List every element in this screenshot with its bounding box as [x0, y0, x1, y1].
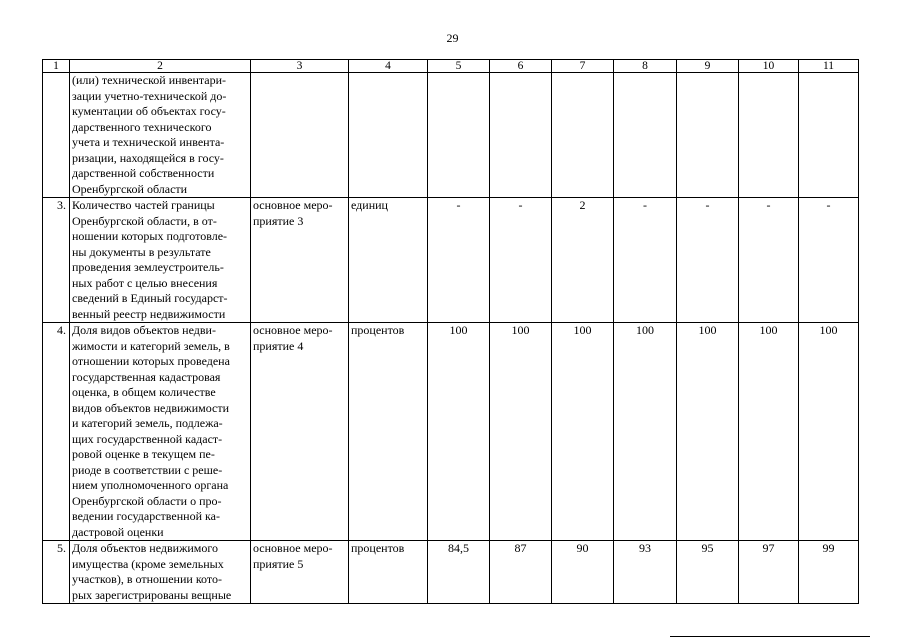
value-cell: 100 — [490, 323, 552, 541]
header-cell: 10 — [739, 60, 799, 73]
unit: единиц — [349, 198, 428, 323]
table-row — [43, 73, 859, 198]
header-row — [43, 60, 859, 73]
header-cell: 9 — [677, 60, 739, 73]
table-row — [43, 323, 859, 541]
header-cell: 3 — [251, 60, 349, 73]
header-cell: 7 — [552, 60, 614, 73]
value-cell: 100 — [677, 323, 739, 541]
table-row — [43, 198, 859, 323]
footer-rule — [670, 636, 870, 637]
row-number: 3. — [43, 198, 70, 323]
activity — [251, 73, 349, 198]
value-cell: 100 — [614, 323, 677, 541]
value-cell: - — [490, 198, 552, 323]
indicator-name: Количество частей границы Оренбургской области, в от- ношении которых подготовле- ны документы в результате проведения землеустроитель- ных работ с целью внесения сведений в Единый государст- венный реестр недвижимости — [70, 198, 251, 323]
value-cell — [552, 73, 614, 198]
value-cell: 87 — [490, 541, 552, 604]
value-cell: 97 — [739, 541, 799, 604]
activity: основное меро- приятие 5 — [251, 541, 349, 604]
indicators-table — [42, 59, 859, 604]
header-cell: 1 — [43, 60, 70, 73]
value-cell — [739, 73, 799, 198]
value-cell: - — [428, 198, 490, 323]
value-cell: 100 — [428, 323, 490, 541]
header-cell: 6 — [490, 60, 552, 73]
row-number: 5. — [43, 541, 70, 604]
header-cell: 2 — [70, 60, 251, 73]
header-cell: 11 — [799, 60, 859, 73]
unit: процентов — [349, 323, 428, 541]
value-cell: 93 — [614, 541, 677, 604]
value-cell — [614, 73, 677, 198]
unit — [349, 73, 428, 198]
value-cell: 2 — [552, 198, 614, 323]
value-cell: - — [799, 198, 859, 323]
value-cell: - — [614, 198, 677, 323]
value-cell: 84,5 — [428, 541, 490, 604]
activity: основное меро- приятие 4 — [251, 323, 349, 541]
indicator-name: Доля видов объектов недви- жимости и категорий земель, в отношении которых проведена государственная кадастровая оценка, в общем количестве видов объектов недвижимости и категорий земель, подлежа- щих государственной кадаст- ровой оценке в текущем пе- риоде в соответствии с реше- нием уполномоченного органа Оренбургской области о про- ведении государственной ка- дастровой оценки — [70, 323, 251, 541]
value-cell — [428, 73, 490, 198]
value-cell: 100 — [799, 323, 859, 541]
value-cell: 100 — [739, 323, 799, 541]
row-number: 4. — [43, 323, 70, 541]
value-cell: - — [739, 198, 799, 323]
table-row — [43, 541, 859, 604]
header-cell: 4 — [349, 60, 428, 73]
value-cell — [799, 73, 859, 198]
value-cell: 100 — [552, 323, 614, 541]
unit: процентов — [349, 541, 428, 604]
header-cell: 8 — [614, 60, 677, 73]
indicator-name: (или) технической инвентари- зации учетно-технической до- кументации об объектах госу- дарственного технического учета и технической инвента- ризации, находящейся в госу- дарственной собственности Оренбургской области — [70, 73, 251, 198]
indicator-name: Доля объектов недвижимого имущества (кроме земельных участков), в отношении кото- рых зарегистрированы вещные — [70, 541, 251, 604]
value-cell: 95 — [677, 541, 739, 604]
value-cell — [677, 73, 739, 198]
value-cell: - — [677, 198, 739, 323]
page-number: 29 — [446, 31, 459, 45]
header-cell: 5 — [428, 60, 490, 73]
value-cell — [490, 73, 552, 198]
value-cell: 90 — [552, 541, 614, 604]
value-cell: 99 — [799, 541, 859, 604]
row-number — [43, 73, 70, 198]
activity: основное меро- приятие 3 — [251, 198, 349, 323]
